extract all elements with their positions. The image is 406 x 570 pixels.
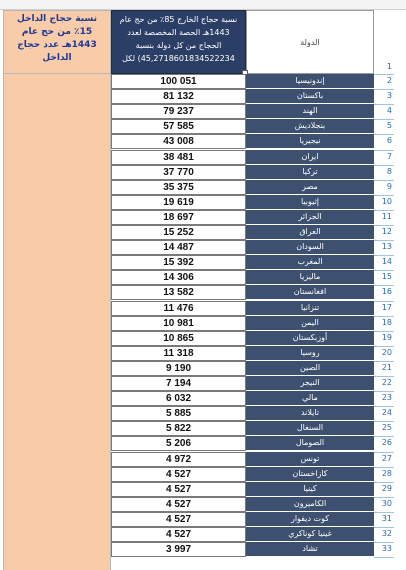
country-name[interactable]: بنجلاديش [246,119,374,134]
row-number[interactable]: 24 [381,408,392,418]
quota-value[interactable]: 11 476 [111,301,246,316]
row-number[interactable]: 19 [381,332,392,342]
header-internal-pilgrims[interactable]: نسبة حجاج الداخل 15٪ من حج عام 1443هـ عدد حجاج الداخل [3,10,111,74]
row-number[interactable]: 28 [381,468,392,478]
header-country[interactable]: الدولة [246,10,374,74]
row-number[interactable]: 31 [381,513,392,523]
country-name[interactable]: النيجر [246,376,374,391]
quota-value[interactable]: 18 697 [111,210,246,225]
quota-value[interactable]: 37 770 [111,165,246,180]
country-name[interactable]: غينيا كوناكري [246,527,374,542]
row-number[interactable]: 6 [386,136,392,146]
country-name[interactable]: الكاميرون [246,497,374,512]
country-name[interactable]: إثيوبيا [246,195,374,210]
row-number[interactable]: 30 [381,498,392,508]
row-number[interactable]: 5 [386,121,392,131]
row-number[interactable]: 14 [381,257,392,267]
country-name[interactable]: السودان [246,240,374,255]
country-name[interactable]: الصومال [246,436,374,451]
quota-value[interactable]: 14 306 [111,270,246,285]
quota-value[interactable]: 6 032 [111,391,246,406]
row-number[interactable]: 25 [381,423,392,433]
row-number[interactable]: 9 [386,181,392,191]
country-name[interactable]: نيجيريا [246,134,374,149]
quota-value[interactable]: 14 487 [111,240,246,255]
country-name[interactable]: الهند [246,104,374,119]
quota-value[interactable]: 19 619 [111,195,246,210]
row-number[interactable]: 8 [386,166,392,176]
quota-value[interactable]: 10 865 [111,331,246,346]
row-number[interactable]: 3 [386,91,392,101]
quota-value[interactable]: 79 237 [111,104,246,119]
quota-value[interactable]: 5 206 [111,436,246,451]
country-name[interactable]: كازاخستان [246,467,374,482]
country-name[interactable]: افغانستان [246,285,374,300]
row-number[interactable]: 10 [381,196,392,206]
quota-value[interactable]: 4 527 [111,527,246,542]
country-name[interactable]: أوزبكستان [246,331,374,346]
country-name[interactable]: الجزائر [246,210,374,225]
quota-value[interactable]: 15 392 [111,255,246,270]
country-name[interactable]: باكستان [246,89,374,104]
row-number[interactable]: 13 [381,242,392,252]
country-name[interactable]: إندونيسيا [246,74,374,89]
quota-value[interactable]: 7 194 [111,376,246,391]
quota-value[interactable]: 35 375 [111,180,246,195]
row-number[interactable]: 33 [381,544,392,554]
quota-value[interactable]: 15 252 [111,225,246,240]
country-name[interactable]: تايلاند [246,406,374,421]
row-number[interactable]: 2 [386,76,392,85]
column-header-strip [0,0,406,10]
quota-value[interactable]: 4 527 [111,467,246,482]
country-name[interactable]: السنغال [246,421,374,436]
country-name[interactable]: تنزانيا [246,301,374,316]
row-number[interactable]: 16 [381,287,392,297]
country-name[interactable]: العراق [246,225,374,240]
country-name[interactable]: اليمن [246,316,374,331]
country-name[interactable]: كوت ديفوار [246,512,374,527]
row-number[interactable]: 18 [381,317,392,327]
row-number[interactable]: 1 [386,62,392,71]
row-number[interactable]: 4 [386,106,392,116]
quota-value[interactable]: 81 132 [111,89,246,104]
row-number[interactable]: 20 [381,347,392,357]
country-name[interactable]: المغرب [246,255,374,270]
quota-value[interactable]: 57 585 [111,119,246,134]
quota-value[interactable]: 4 527 [111,482,246,497]
country-name[interactable]: ايران [246,150,374,165]
row-number[interactable]: 27 [381,453,392,463]
quota-value[interactable]: 5 885 [111,406,246,421]
row-number[interactable]: 7 [386,151,392,161]
row-number[interactable]: 26 [381,438,392,448]
row-number[interactable]: 21 [381,362,392,372]
row-number[interactable]: 29 [381,483,392,493]
row-number[interactable]: 15 [381,272,392,282]
quota-value[interactable]: 5 822 [111,421,246,436]
country-name[interactable]: مصر [246,180,374,195]
internal-pilgrims-column[interactable] [3,74,111,570]
header-external-pilgrims[interactable]: نسبة حجاج الخارج 85٪ من حج عام 1443هـ الحصة المخصصة لعدد الحجاج من كل دولة بنسبة 45,2718601834522234) لكل [111,10,246,74]
quota-value[interactable]: 4 972 [111,452,246,467]
country-name[interactable]: روسيا [246,346,374,361]
row-number[interactable]: 17 [381,302,392,312]
row-number[interactable]: 12 [381,227,392,236]
quota-value[interactable]: 11 318 [111,346,246,361]
country-name[interactable]: مالي [246,391,374,406]
row-divider [374,557,394,558]
quota-value[interactable]: 10 981 [111,316,246,331]
country-name[interactable]: تركيا [246,165,374,180]
row-number[interactable]: 11 [381,211,392,221]
quota-value[interactable]: 13 582 [111,285,246,300]
quota-value[interactable]: 38 481 [111,150,246,165]
quota-value[interactable]: 3 997 [111,542,246,557]
row-number[interactable]: 22 [381,378,392,387]
country-name[interactable]: كينيا [246,482,374,497]
country-name[interactable]: تونس [246,452,374,467]
row-number[interactable]: 32 [381,529,392,538]
country-name[interactable]: ماليزيا [246,270,374,285]
row-number[interactable]: 23 [381,393,392,403]
quota-value[interactable]: 100 051 [111,74,246,89]
country-name[interactable]: الصين [246,361,374,376]
quota-value[interactable]: 43 008 [111,134,246,149]
quota-value[interactable]: 4 527 [111,497,246,512]
quota-value[interactable]: 4 527 [111,512,246,527]
quota-value[interactable]: 9 190 [111,361,246,376]
country-name[interactable]: تشاد [246,542,374,557]
